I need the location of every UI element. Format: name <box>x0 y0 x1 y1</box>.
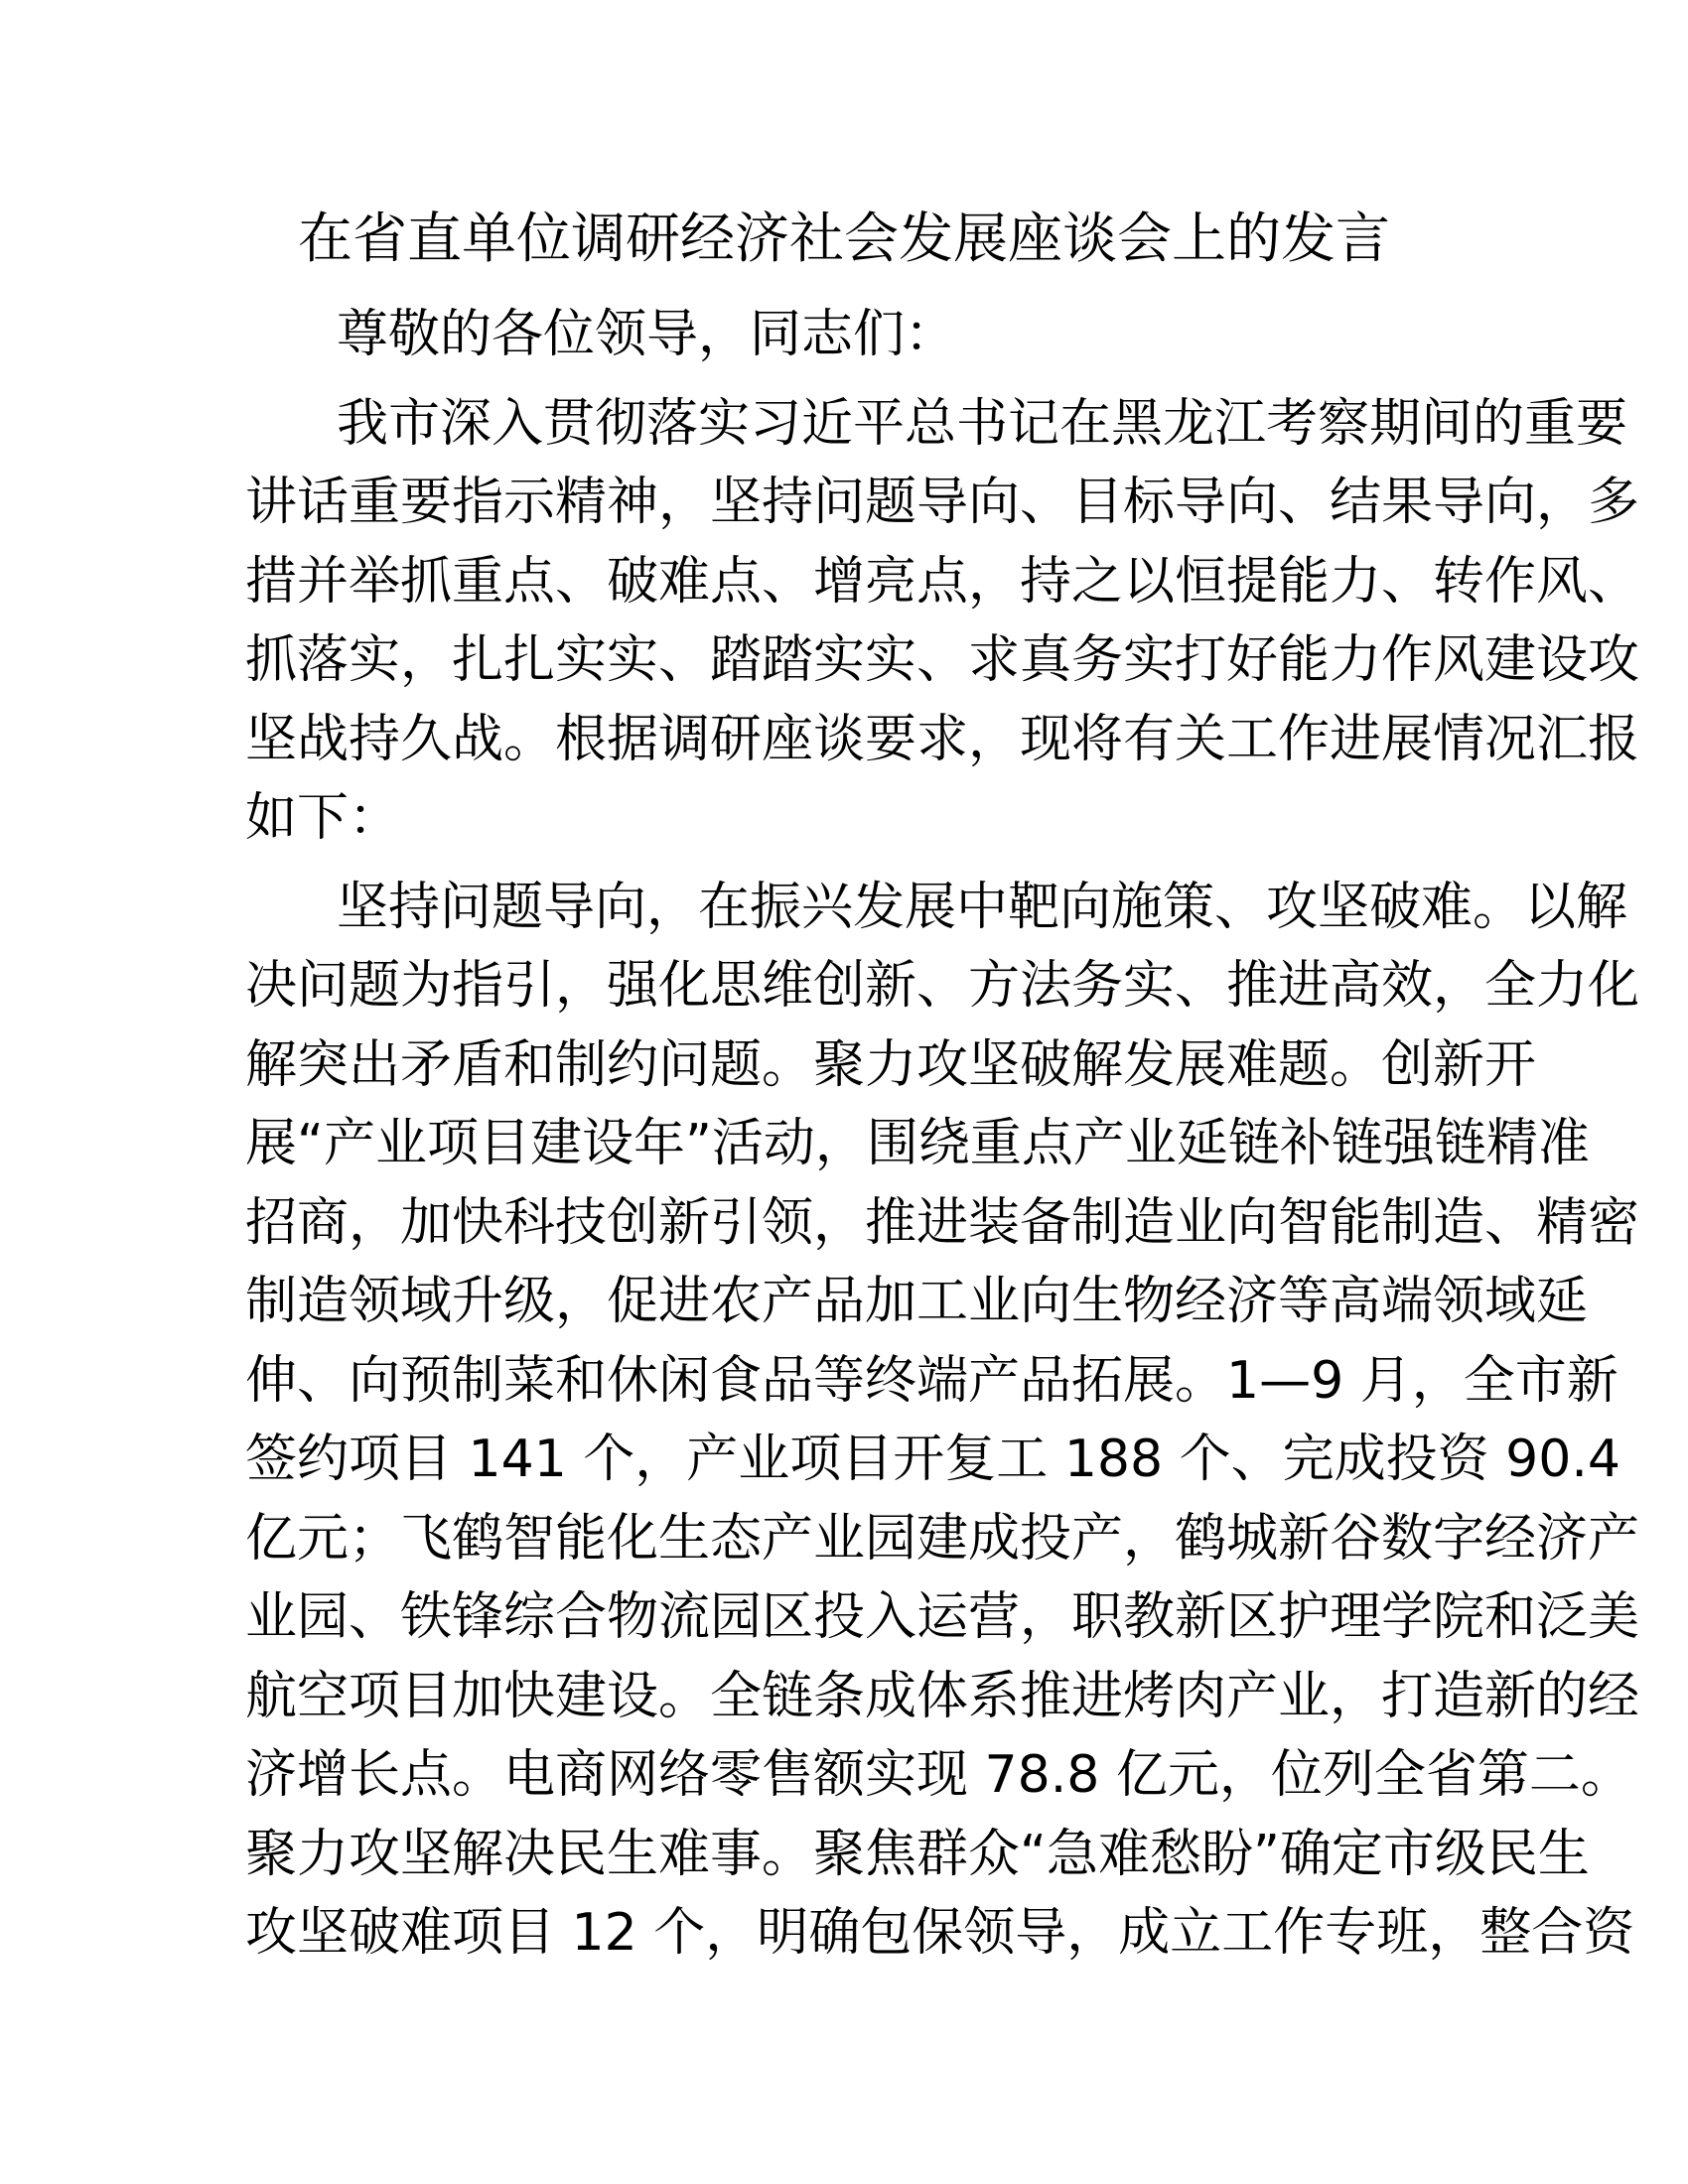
paragraph-line: 攻坚破难项目 12 个，明确包保领导，成立工作专班，整合资 <box>245 1903 1635 1963</box>
paragraph-line: 讲话重要指示精神，坚持问题导向、目标导向、结果导向，多 <box>245 473 1640 532</box>
paragraph-line: 措并举抓重点、破难点、增亮点，持之以恒提能力、转作风、 <box>245 551 1640 612</box>
paragraph-line: 如下： <box>245 788 401 848</box>
paragraph-2 <box>245 869 1640 1974</box>
paragraph-line: 业园、铁锋综合物流园区投入运营，职教新区护理学院和泛美 <box>245 1587 1640 1647</box>
salutation: 尊敬的各位领导，同志们： <box>337 305 957 364</box>
paragraph-line: 我市深入贯彻落实习近平总书记在黑龙江考察期间的重要 <box>337 393 1628 454</box>
paragraph-line: 航空项目加快建设。全链条成体系推进烤肉产业，打造新的经 <box>245 1666 1640 1726</box>
paragraph-line: 抓落实，扎扎实实、踏踏实实、求真务实打好能力作风建设攻 <box>245 630 1640 690</box>
paragraph-line: 展“产业项目建设年”活动，围绕重点产业延链补链强链精准 <box>245 1114 1590 1173</box>
paragraph-line: 亿元；飞鹤智能化生态产业园建成投产，鹤城新谷数字经济产 <box>245 1508 1640 1569</box>
paragraph-line: 济增长点。电商网络零售额实现 78.8 亿元，位列全省第二。 <box>245 1745 1632 1805</box>
paragraph-gap <box>245 375 1425 385</box>
paragraph-line: 招商，加快科技创新引领，推进装备制造业向智能制造、精密 <box>245 1192 1640 1253</box>
paragraph-line: 坚持问题导向，在振兴发展中靶向施策、攻坚破难。以解 <box>337 877 1628 937</box>
paragraph-1 <box>245 385 1640 859</box>
document-body <box>245 296 1640 1974</box>
paragraph-line: 聚力攻坚解决民生难事。聚焦群众“急难愁盼”确定市级民生 <box>245 1824 1590 1884</box>
paragraph-line: 签约项目 141 个，产业项目开复工 188 个、完成投资 90.4 <box>245 1430 1620 1489</box>
document-title: 在省直单位调研经济社会发展座谈会上的发言 <box>297 206 1390 270</box>
paragraph-line: 解突出矛盾和制约问题。聚力攻坚破解发展难题。创新开 <box>245 1034 1537 1095</box>
paragraph-line: 制造领域升级，促进农产品加工业向生物经济等高端领域延 <box>245 1272 1589 1331</box>
paragraph-line: 伸、向预制菜和休闲食品等终端产品拓展。1—9 月，全市新 <box>245 1350 1618 1411</box>
paragraph-gap <box>245 859 1425 869</box>
paragraph-line: 坚战持久战。根据调研座谈要求，现将有关工作进展情况汇报 <box>245 709 1640 769</box>
paragraph-line: 决问题为指引，强化思维创新、方法务实、推进高效，全力化 <box>245 956 1640 1016</box>
